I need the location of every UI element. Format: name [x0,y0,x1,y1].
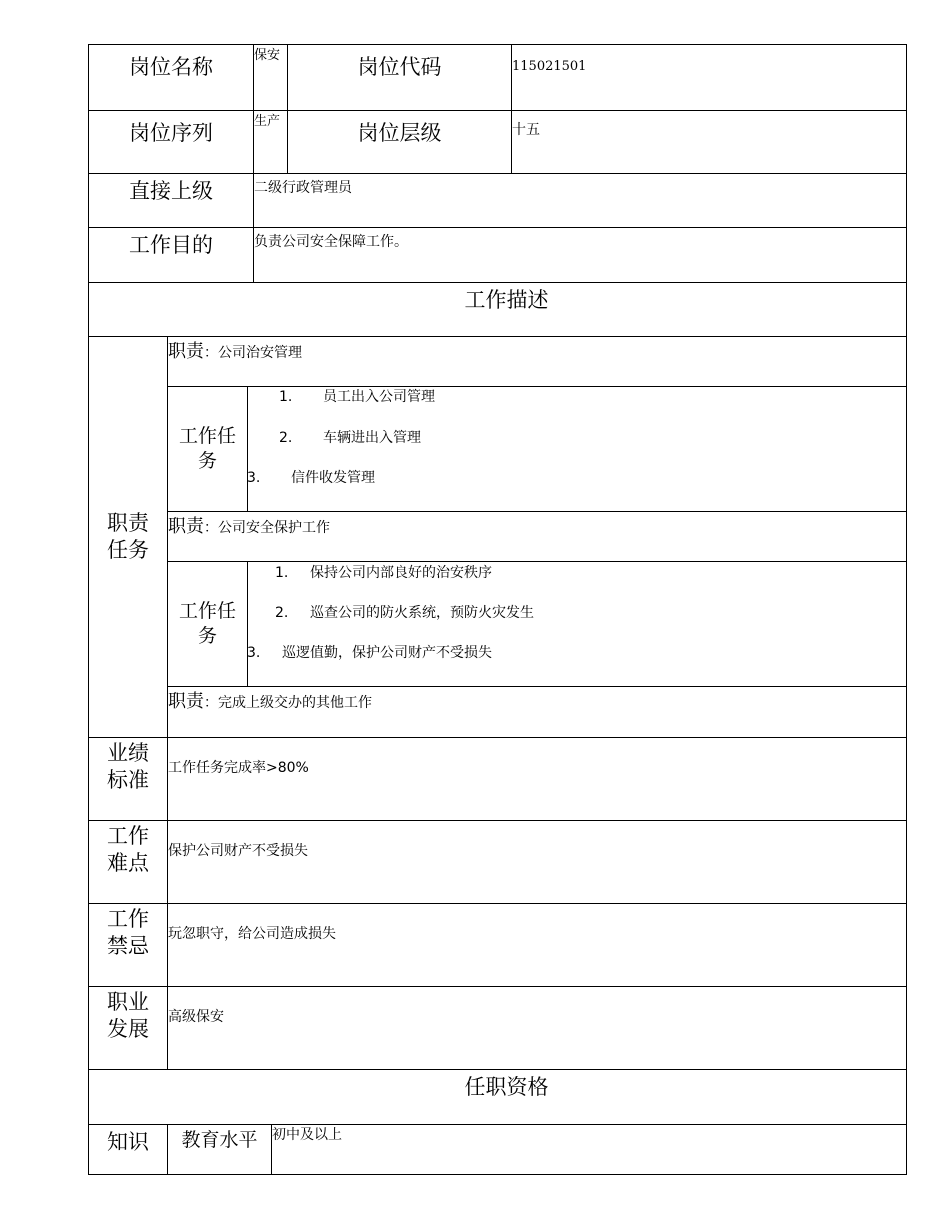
purpose-value: 负责公司安全保障工作。 [253,227,907,282]
task-2-item-2 [275,604,534,622]
education-label: 教育水平 [167,1124,271,1175]
position-level-label: 岗位层级 [287,110,511,173]
position-name-label: 岗位名称 [88,44,253,110]
supervisor-value: 二级行政管理员 [253,173,907,227]
task-number: 2. [275,605,289,621]
responsibility-1 [167,336,907,386]
task-1-item-3 [247,469,375,487]
position-sequence-value: 生产 [253,110,287,173]
responsibility-1-name: ：公司治安管理 [204,345,302,361]
responsibility-label: 职责 [168,516,204,537]
career-label-cell [88,986,167,1069]
task-1-item-2 [279,429,421,447]
position-level-value: 十五 [511,110,907,173]
task-text: 员工出入公司管理 [323,389,435,405]
purpose-label: 工作目的 [88,227,253,282]
task-2-item-3 [247,644,492,662]
task-2-item-1 [275,564,492,582]
qualification-title: 任职资格 [88,1069,907,1124]
career-value: 高级保安 [167,986,907,1069]
task-2-label: 工作任务 [178,600,236,647]
difficulty-label: 工作难点 [107,824,149,875]
task-2-list [247,561,907,686]
difficulty-label-cell [88,820,167,903]
position-code-label: 岗位代码 [287,44,511,110]
responsibility-3 [167,686,907,737]
task-number: 3. [247,645,261,661]
taboo-value: 玩忽职守，给公司造成损失 [167,903,907,986]
supervisor-label: 直接上级 [88,173,253,227]
task-text: 信件收发管理 [291,470,375,486]
task-number: 1. [279,389,293,405]
task-2-label-cell [167,561,247,686]
performance-value: 工作任务完成率>80% [167,737,907,820]
education-value: 初中及以上 [271,1124,907,1175]
task-number: 2. [279,430,293,446]
knowledge-label: 知识 [88,1124,167,1175]
performance-label: 业绩标准 [107,741,149,792]
performance-label-cell [88,737,167,820]
task-text: 保持公司内部良好的治安秩序 [310,565,492,581]
position-code-value: 115021501 [511,44,907,110]
responsibility-label: 职责 [168,691,204,712]
responsibility-2-name: ：公司安全保护工作 [204,520,330,536]
responsibility-2 [167,511,907,561]
responsibility-label: 职责 [168,341,204,362]
task-number: 3. [247,470,261,486]
task-1-item-1 [279,388,435,406]
task-text: 巡查公司的防火系统，预防火灾发生 [310,605,534,621]
task-1-label: 工作任务 [178,425,236,472]
responsibility-side-label: 职责任务 [107,511,149,562]
task-text: 巡逻值勤，保护公司财产不受损失 [282,645,492,661]
taboo-label-cell [88,903,167,986]
position-sequence-label: 岗位序列 [88,110,253,173]
responsibility-side-cell [88,336,167,737]
responsibility-3-name: ：完成上级交办的其他工作 [204,695,372,711]
work-description-title: 工作描述 [88,282,907,336]
task-text: 车辆进出入管理 [323,430,421,446]
task-1-label-cell [167,386,247,511]
position-name-value: 保安 [253,44,287,110]
task-number: 1. [275,565,289,581]
task-1-list [247,386,907,511]
taboo-label: 工作禁忌 [107,907,149,958]
difficulty-value: 保护公司财产不受损失 [167,820,907,903]
career-label: 职业发展 [107,990,149,1041]
